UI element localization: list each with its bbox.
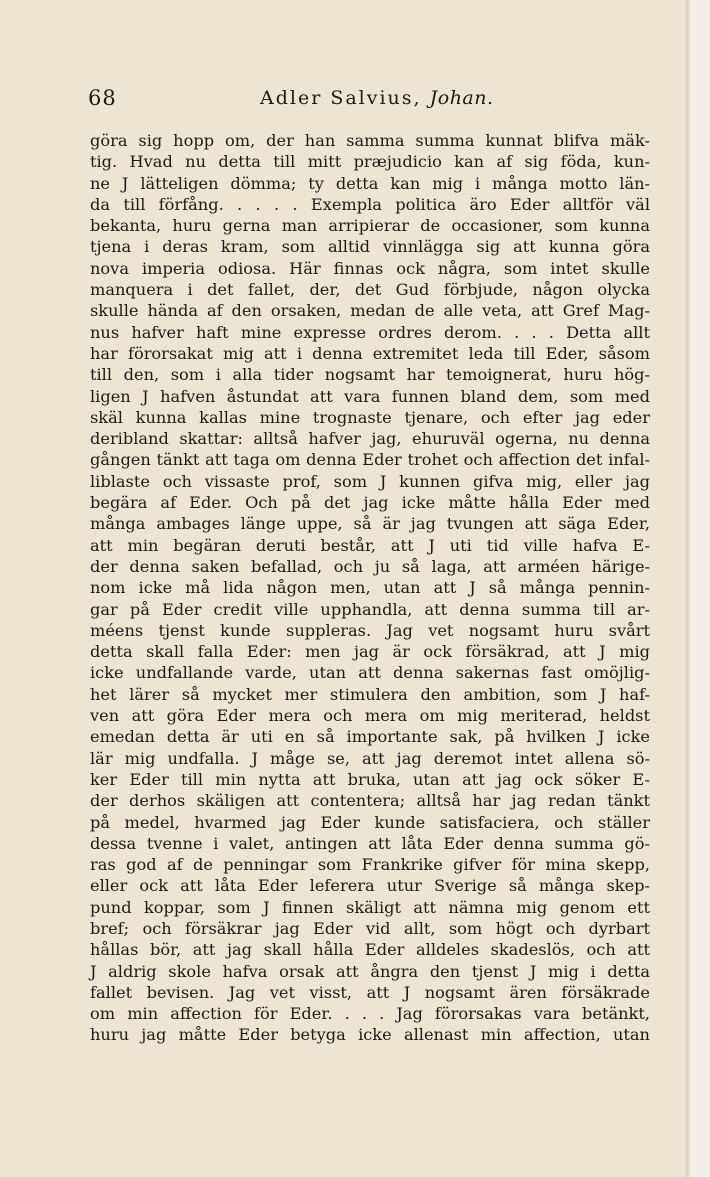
- text-line: begära af Eder. Och på det jag icke måtte hålla Eder med: [90, 493, 650, 513]
- text-line: ne J lätteligen dömma; ty detta kan mig i många motto län-: [90, 173, 650, 193]
- text-line: dessa tvenne i valet, antingen att låta Eder denna summa gö-: [90, 833, 650, 853]
- text-line: da till förfång. . . . . Exempla politica äro Eder alltför väl: [90, 194, 650, 214]
- page-header: [88, 86, 688, 116]
- text-line: deribland skattar: alltså hafver jag, ehuruväl ogerna, nu denna: [90, 429, 650, 449]
- running-head-italic: Johan.: [429, 87, 494, 109]
- text-line: huru jag måtte Eder betyga icke allenast min affection, utan: [90, 1025, 650, 1045]
- page-number: 68: [88, 86, 117, 110]
- text-line: pund koppar, som J finnen skäligt att nämna mig genom ett: [90, 897, 650, 917]
- text-line: der derhos skäligen att contentera; alltså har jag redan tänkt: [90, 791, 650, 811]
- text-line: om min affection för Eder. . . . Jag förorsakas vara betänkt,: [90, 1004, 650, 1024]
- text-line: liblaste och vissaste prof, som J kunnen gifva mig, eller jag: [90, 471, 650, 491]
- running-head: [260, 87, 494, 109]
- text-line: ras god af de penningar som Frankrike gifver för mina skepp,: [90, 855, 650, 875]
- text-line: att min begäran deruti består, att J uti tid ville hafva E-: [90, 535, 650, 555]
- text-line: skulle hända af den orsaken, medan de alle veta, att Gref Mag-: [90, 301, 650, 321]
- text-line: bekanta, huru gerna man arripierar de occasioner, som kunna: [90, 216, 650, 236]
- text-line: nom icke må lida någon men, utan att J så många pennin-: [90, 578, 650, 598]
- facing-page-edge: [690, 0, 710, 1177]
- text-line: nus hafver haft mine expresse ordres derom. . . . Detta allt: [90, 322, 650, 342]
- text-line: lär mig undfalla. J måge se, att jag deremot intet allena sö-: [90, 748, 650, 768]
- body-text: [90, 130, 650, 1046]
- text-line: detta skall falla Eder: men jag är ock försäkrad, att J mig: [90, 642, 650, 662]
- running-head-name: Adler Salvius,: [260, 87, 422, 109]
- text-line: het lärer så mycket mer stimulera den ambition, som J haf-: [90, 684, 650, 704]
- text-line: der denna saken befallad, och ju så laga, att arméen härige-: [90, 556, 650, 576]
- text-line: icke undfallande varde, utan att denna sakernas fast omöjlig-: [90, 663, 650, 683]
- text-line: manquera i det fallet, der, det Gud förbjude, någon olycka: [90, 280, 650, 300]
- text-line: har förorsakat mig att i denna extremitet leda till Eder, såsom: [90, 343, 650, 363]
- text-line: göra sig hopp om, der han samma summa kunnat blifva mäk-: [90, 131, 650, 150]
- text-line: hållas bör, att jag skall hålla Eder alldeles skadeslös, och att: [90, 940, 650, 960]
- text-line: emedan detta är uti en så importante sak, på hvilken J icke: [90, 727, 650, 747]
- text-line: ven att göra Eder mera och mera om mig meriterad, heldst: [90, 706, 650, 726]
- text-line: fallet bevisen. Jag vet visst, att J nogsamt ären försäkrade: [90, 982, 650, 1002]
- text-line: nova imperia odiosa. Här finnas ock några, som intet skulle: [90, 258, 650, 278]
- text-line: på medel, hvarmed jag Eder kunde satisfaciera, och ställer: [90, 812, 650, 832]
- text-line: tjena i deras kram, som alltid vinnlägga sig att kunna göra: [90, 237, 650, 257]
- text-line: många ambages länge uppe, så är jag tvungen att säga Eder,: [90, 514, 650, 534]
- text-line: tig. Hvad nu detta till mitt præjudicio kan af sig föda, kun-: [90, 152, 650, 172]
- text-line: gar på Eder credit ville upphandla, att denna summa till ar-: [90, 599, 650, 619]
- text-line: ligen J hafven åstundat att vara funnen bland dem, som med: [90, 386, 650, 406]
- text-line: till den, som i alla tider nogsamt har temoignerat, huru hög-: [90, 365, 650, 385]
- text-line: bref; och försäkrar jag Eder vid allt, som högt och dyrbart: [90, 918, 650, 938]
- text-line: eller ock att låta Eder leferera utur Sverige så många skep-: [90, 876, 650, 896]
- text-line: méens tjenst kunde suppleras. Jag vet nogsamt huru svårt: [90, 620, 650, 640]
- text-line: J aldrig skole hafva orsak att ångra den tjenst J mig i detta: [90, 961, 650, 981]
- text-line: gången tänkt att taga om denna Eder trohet och affection det infal-: [90, 450, 650, 470]
- text-line: skäl kunna kallas mine trognaste tjenare, och efter jag eder: [90, 407, 650, 427]
- text-line: ker Eder till min nytta att bruka, utan att jag ock söker E-: [90, 769, 650, 789]
